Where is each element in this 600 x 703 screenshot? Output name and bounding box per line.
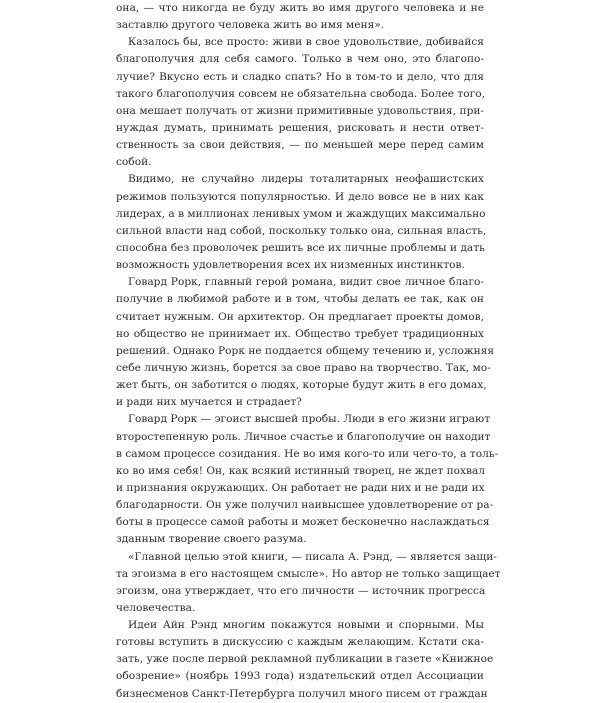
text-line: Идеи Айн Рэнд многим покажутся новыми и спорными. Мы <box>128 619 484 632</box>
text-line: заставлю другого человека жить во имя меня». <box>116 19 385 32</box>
text-line: и ради них мучается и страдает? <box>116 396 302 409</box>
text-line: такого благополучия совсем не обязательна свобода. Более того, <box>116 87 485 100</box>
text-line: Говард Рорк — эгоист высшей пробы. Люди в его жизни играют <box>128 413 491 426</box>
text-line: возможность удовлетворения всех их низменных инстинктов. <box>116 259 465 272</box>
text-line: в самом процессе созидания. Не во имя кого-то или чего-то, а толь- <box>116 447 499 460</box>
text-line: зать, уже после первой рекламной публикации в газете «Книжное <box>116 653 494 666</box>
paragraph <box>116 0 484 34</box>
text-line: сильной власти над собой, поскольку только она, сильная власть, <box>116 224 487 237</box>
text-line: получие в любимой работе и в том, чтобы делать ее так, как он <box>116 293 484 306</box>
text-line: ственность за свои действия, — по меньшей мере перед самим <box>116 139 484 152</box>
paragraph <box>116 171 487 274</box>
paragraph <box>116 274 494 411</box>
text-line: Казалось бы, все просто: живи в свое удовольствие, добивайся <box>128 36 484 49</box>
text-line: но общество не принимает их. Общество требует традиционных <box>116 327 484 340</box>
text-line: бизнесменов Санкт-Петербурга получил много писем от граждан <box>116 687 488 700</box>
text-line: способна без проволочек решить все их личные проблемы и дать <box>116 241 485 254</box>
text-line: нуждая думать, принимать решения, рисковать и нести ответ- <box>116 121 484 134</box>
text-line: «Главной целью этой книги, — писала А. Рэнд, — является защи- <box>128 550 497 563</box>
text-line: готовы вступить в дискуссию с каждым желающим. Кстати ска- <box>116 636 484 649</box>
text-line: решений. Однако Рорк не поддается общему течению и, усложняя <box>116 344 494 357</box>
text-line: режимов пользуются популярностью. И дело вовсе не в них как <box>116 190 484 203</box>
text-line: обозрение» (ноябрь 1993 года) издательский отдел Ассоциации <box>116 670 484 683</box>
text-line: лидерах, а в миллионах ленивых умом и жаждущих максимально <box>116 207 486 220</box>
text-line: собой. <box>116 156 152 169</box>
text-line: эгоизм, она утверждает, что его личности — источник прогресса <box>116 584 486 597</box>
text-line: она, — что никогда не буду жить во имя другого человека и не <box>116 2 484 14</box>
text-line: лучие? Вкусно есть и сладко спать? Но в том-то и дело, что для <box>116 70 484 83</box>
paragraph <box>116 549 501 618</box>
book-page <box>116 0 501 700</box>
paragraph <box>116 617 494 703</box>
text-line: она мешает получать от жизни примитивные удовольствия, при- <box>116 104 484 117</box>
text-line: человечества. <box>116 601 196 614</box>
paragraph <box>116 34 484 171</box>
text-line: Говард Рорк, главный герой романа, видит свое личное благо- <box>128 276 484 289</box>
text-line: та эгоизма в его настоящем смысле». Но автор не только защищает <box>116 567 501 580</box>
text-line: себе личную жизнь, борется за свое право на творчество. Так, мо- <box>116 361 491 374</box>
text-line: считает нужным. Он архитектор. Он предлагает проекты домов, <box>116 310 484 323</box>
text-line: зданным творение своего разума. <box>116 533 307 546</box>
text-line: Видимо, не случайно лидеры тоталитарных неофашистских <box>128 173 484 186</box>
text-line: жет быть, он заботится о людях, которые будут жить в его домах, <box>116 379 487 392</box>
text-line: ко во имя себя! Он, как всякий истинный творец, не ждет похвал <box>116 464 485 477</box>
text-line: второстепенную роль. Личное счастье и благополучие он находит <box>116 430 491 443</box>
paragraph <box>116 411 499 548</box>
text-line: благодарности. Он уже получил наивысшее удовлетворение от ра- <box>116 499 494 512</box>
text-line: и признания окружающих. Он работает не ради них и не ради их <box>116 481 485 494</box>
text-line: боты в процессе самой работы и может бесконечно наслаждаться <box>116 516 490 529</box>
text-line: благополучия для себя самого. Только в чем оно, это благопо- <box>116 53 484 66</box>
